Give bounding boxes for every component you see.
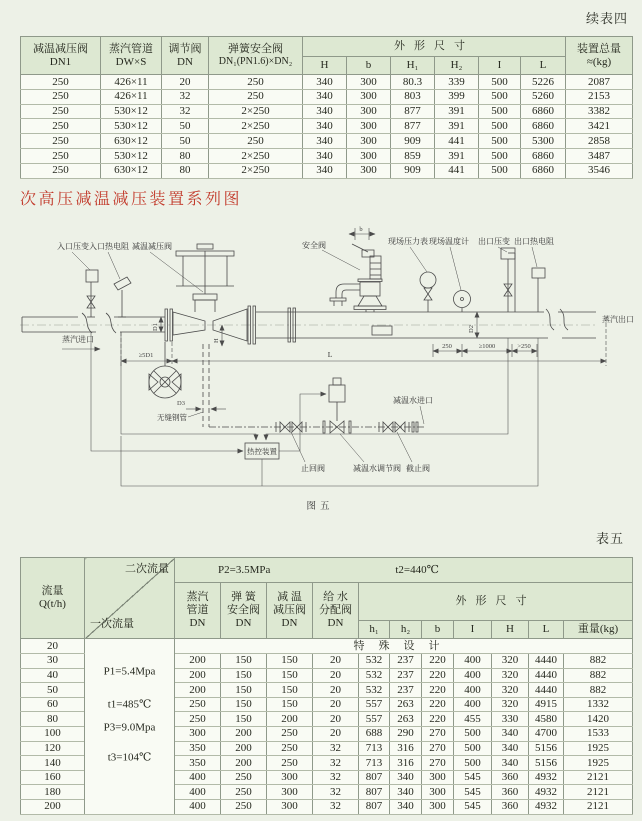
col-header-steam-pipe: 蒸汽管道 DW×S [101,37,162,75]
table-cell: 426×11 [101,89,162,104]
table-cell: 400 [175,799,221,814]
table-cell: 250 [21,89,101,104]
secondary-conditions-header: P2=3.5MPa t2=440℃ [175,558,633,583]
dim-gt250: >250 [517,343,531,350]
table-cell: 1925 [564,756,633,771]
table-cell: 500 [454,756,492,771]
table-cell: 150 [221,668,267,683]
table-cell: 360 [492,785,529,800]
table-cell: 270 [422,726,454,741]
table-cell: 250 [221,799,267,814]
stop-valve-label: 截止阀 [406,464,430,473]
local-thermometer-label: 现场温度计 [429,237,469,246]
table-cell: 340 [390,770,422,785]
table-cell: 200 [175,654,221,669]
section-title: 次高压减温减压装置系列图 [20,191,243,208]
table-cell: 400 [454,654,492,669]
table-cell: 250 [21,134,101,149]
table5 [20,557,633,815]
local-pressure-gauge-label: 现场压力表 [388,237,428,246]
table-cell: 20 [313,654,359,669]
table-row [21,119,633,134]
col-header-b: b [422,621,454,639]
table-cell: 2×250 [209,148,303,163]
table-cell: 713 [359,756,390,771]
table-cell: 545 [454,785,492,800]
table-cell: 250 [21,104,101,119]
table-cell: 803 [391,89,435,104]
table-cell: 340 [492,756,529,771]
table-cell: 5156 [529,741,564,756]
table-cell: 340 [303,134,347,149]
table-cell: 250 [267,756,313,771]
table-cell: 909 [391,134,435,149]
table-cell: 150 [267,697,313,712]
table-cell: 3487 [566,148,633,163]
table-cell: 6860 [521,163,566,178]
table-cell: 300 [267,785,313,800]
table-cell: 400 [454,697,492,712]
flow-cell: 20 [21,639,85,654]
primary-conditions-cell: P1=5.4Mpa t1=485℃ P3=9.0Mpa t3=104℃ [85,639,175,815]
table-cell: 2121 [564,770,633,785]
flow-diagonal-header [85,558,175,639]
dim-250: 250 [442,343,452,350]
table-cell: 220 [422,697,454,712]
table-cell: 140 [21,756,85,771]
table-cell: 340 [303,148,347,163]
table-cell: 220 [422,654,454,669]
table-cell: 2858 [566,134,633,149]
table-cell: 20 [313,697,359,712]
table-cell: 220 [422,668,454,683]
table-cell: 360 [492,799,529,814]
table-cell: 500 [479,75,521,90]
table-cell: 3382 [566,104,633,119]
table-cell: 300 [422,770,454,785]
table-cell: 500 [479,104,521,119]
table-cell: 532 [359,683,390,698]
control-wiring [91,332,538,486]
table-cell: 340 [303,75,347,90]
col-header-b: b [347,57,391,75]
table-cell: 300 [347,75,391,90]
col-header-h2: h₂ [390,621,422,639]
table-cell: 150 [221,712,267,727]
table-cell: 32 [313,770,359,785]
outlet-pressure-transmitter-label: 出口压变 [478,237,510,246]
steam-outlet-label: 蒸汽出口 [602,315,634,324]
col-header-I: I [454,621,492,639]
table-cell: 340 [303,163,347,178]
table-cell: 2121 [564,799,633,814]
seamless-pipe-label: 无缝钢管 [157,413,187,422]
prv-label: 减温减压阀 [132,242,172,251]
col-header-safety-valve: 弹簧安全阀 DN₁(PN1.6)×DN₂ [209,37,303,75]
table-cell: 557 [359,697,390,712]
table-cell: 220 [422,683,454,698]
table-cell: 32 [313,785,359,800]
table-cell: 40 [21,668,85,683]
table-cell: 500 [479,163,521,178]
table-cell: 80 [162,148,209,163]
table-cell: 340 [303,104,347,119]
water-regulating-valve-label: 减温水调节阀 [353,464,401,473]
table-cell: 20 [162,75,209,90]
table-cell: 30 [21,654,85,669]
table-cell: 320 [492,654,529,669]
table-cell: 545 [454,770,492,785]
table-cell: 250 [209,134,303,149]
table-cell: 2×250 [209,163,303,178]
table-cell: 300 [347,104,391,119]
figure-caption: 图五 [306,502,334,512]
table-cell: 250 [21,75,101,90]
table-cell: 4932 [529,770,564,785]
table-cell: 877 [391,104,435,119]
col-header-weight: 重量(kg) [564,621,633,639]
table-cell: 882 [564,683,633,698]
table-cell: 4440 [529,683,564,698]
table-cell: 530×12 [101,148,162,163]
secondary-flow-label: 二次流量 [125,563,169,575]
table-cell: 400 [454,668,492,683]
col-header-H: H [303,57,347,75]
table-cell: 80 [21,712,85,727]
special-design-cell: 特殊设计 [175,639,633,654]
table-cell: 4932 [529,785,564,800]
table-cell: 500 [479,148,521,163]
table-cell: 500 [479,89,521,104]
table-cell: 4700 [529,726,564,741]
table-cell: 300 [422,799,454,814]
table-cell: 500 [454,741,492,756]
thermal-control-label: 热控装置 [247,447,277,456]
col-header-H: H [492,621,529,639]
table-cell: 1533 [564,726,633,741]
table-cell: 688 [359,726,390,741]
safety-valve-label: 安全阀 [302,241,326,250]
table-cell: 391 [435,148,479,163]
table-cell: 250 [221,785,267,800]
outlet-rtd [532,268,545,312]
table-cell: 20 [313,683,359,698]
table-cell: 300 [267,799,313,814]
table-cell: 300 [347,119,391,134]
table-cell: 290 [390,726,422,741]
seamless-pipe [203,344,209,427]
table-cell: 150 [221,654,267,669]
table-cell: 909 [391,163,435,178]
table-cell: 250 [21,163,101,178]
table-cell: 2087 [566,75,633,90]
table-cell: 80.3 [391,75,435,90]
table5-body [21,639,633,815]
table-cell: 877 [391,119,435,134]
col-header-I: I [479,57,521,75]
table-cell: 250 [21,119,101,134]
table-cell: 32 [162,89,209,104]
table-cell: 340 [390,785,422,800]
col-header-h1: h₁ [359,621,390,639]
table-cell: 400 [175,770,221,785]
table-cell: 200 [221,756,267,771]
table-cell: 237 [390,668,422,683]
col-header-H2: H₂ [435,57,479,75]
table-cell: 4580 [529,712,564,727]
steam-inlet-label: 蒸汽进口 [62,335,94,344]
table4-continued [20,36,633,179]
table-cell: 3421 [566,119,633,134]
table-cell: 807 [359,799,390,814]
table-cell: 350 [175,741,221,756]
primary-flow-label: 一次流量 [90,618,134,631]
table-cell: 320 [492,683,529,698]
table-row [21,89,633,104]
table-cell: 713 [359,741,390,756]
table-cell: 630×12 [101,134,162,149]
table-cell: 1332 [564,697,633,712]
table-cell: 557 [359,712,390,727]
table-cell: 882 [564,668,633,683]
table-cell: 150 [267,654,313,669]
dim-b: b [359,226,363,233]
table-cell: 120 [21,741,85,756]
table-cell: 200 [267,712,313,727]
table-cell: 330 [492,712,529,727]
table-cell: 5260 [521,89,566,104]
table-cell: 1925 [564,741,633,756]
col-header-H1: H₁ [391,57,435,75]
spray-globe-valve [149,342,181,398]
table-cell: 20 [313,668,359,683]
table-cell: 250 [21,148,101,163]
table-cell: 200 [175,668,221,683]
table-cell: 3546 [566,163,633,178]
table-cell: 5300 [521,134,566,149]
table-cell: 20 [313,726,359,741]
check-valve-label: 止回阀 [301,464,325,473]
table-cell: 360 [492,770,529,785]
table-cell: 2×250 [209,119,303,134]
table-cell: 300 [347,163,391,178]
table-cell: 882 [564,654,633,669]
table-cell: 400 [454,683,492,698]
table-cell: 859 [391,148,435,163]
table4-body [21,75,633,179]
local-pressure-gauge [420,272,436,312]
table-cell: 270 [422,741,454,756]
table-cell: 6860 [521,148,566,163]
inlet-pressure-transmitter [86,270,98,317]
table-cell: 530×12 [101,104,162,119]
table-cell: 4440 [529,668,564,683]
table-cell: 250 [175,697,221,712]
table-cell: 250 [267,726,313,741]
table-cell: 250 [267,741,313,756]
table-cell: 263 [390,712,422,727]
dim-H: H [213,338,220,343]
table-cell: 316 [390,741,422,756]
table-cell: 5226 [521,75,566,90]
table-cell: 50 [21,683,85,698]
table-cell: 100 [21,726,85,741]
table-cell: 340 [492,741,529,756]
table-cell: 80 [162,163,209,178]
table-cell: 320 [492,697,529,712]
table-cell: 200 [21,799,85,814]
table-cell: 340 [492,726,529,741]
table-cell: 237 [390,654,422,669]
thermal-control-unit [245,443,279,459]
table-cell: 32 [162,104,209,119]
table-cell: 300 [347,134,391,149]
table-cell: 630×12 [101,163,162,178]
table-cell: 320 [492,668,529,683]
dim-1000: ≥1000 [478,343,496,350]
local-thermometer [454,291,471,313]
piping-diagram [0,222,642,518]
steam-pipe [20,308,596,342]
table-cell: 441 [435,163,479,178]
table-row [21,75,633,90]
table-row [21,104,633,119]
col-header-prv: 减 温 减压阀 DN [267,583,313,639]
table-cell: 532 [359,668,390,683]
table-cell: 250 [175,712,221,727]
table-cell: 339 [435,75,479,90]
col-header-dimensions: 外形尺寸 [359,583,633,621]
table-row [21,148,633,163]
table-cell: 400 [175,785,221,800]
table-cell: 200 [221,741,267,756]
inlet-pressure-transmitter-label: 入口压变 [57,242,89,251]
table-cell: 455 [454,712,492,727]
table-cell: 250 [221,770,267,785]
table-cell: 500 [479,119,521,134]
table-cell: 391 [435,104,479,119]
table-cell: 807 [359,785,390,800]
spray-water-line [209,378,426,433]
table-cell: 399 [435,89,479,104]
table-cell: 2121 [564,785,633,800]
table-cell: 500 [479,134,521,149]
table-cell: 4915 [529,697,564,712]
table-cell: 300 [175,726,221,741]
table-cell: 2×250 [209,104,303,119]
table-cell: 300 [347,89,391,104]
table-cell: 150 [221,697,267,712]
table-cell: 250 [209,75,303,90]
table-cell: 263 [390,697,422,712]
table-row [21,639,633,654]
col-header-reg-valve: 调节阀 DN [162,37,209,75]
col-header-spring-safety-valve: 弹 簧 安全阀 DN [221,583,267,639]
table-cell: 340 [303,89,347,104]
table-cell: 441 [435,134,479,149]
dim-L: L [327,350,333,359]
table-row [21,134,633,149]
table-cell: 250 [209,89,303,104]
table-cell: 32 [313,741,359,756]
table-cell: 150 [267,668,313,683]
table5-label: 表五 [595,531,624,546]
table-cell: 426×11 [101,75,162,90]
col-header-flow: 流量 Q(t/h) [21,558,85,639]
table-cell: 545 [454,799,492,814]
col-header-total-weight: 装置总量 ≈(kg) [566,37,633,75]
table-cell: 6860 [521,119,566,134]
col-header-prv: 减温减压阀 DN1 [21,37,101,75]
table-cell: 220 [422,712,454,727]
table-cell: 5156 [529,756,564,771]
table-cell: 340 [390,799,422,814]
table-cell: 160 [21,770,85,785]
table-cell: 4440 [529,654,564,669]
water-inlet-label: 减温水进口 [393,396,433,405]
outlet-rtd-label: 出口热电阻 [514,237,554,246]
table-cell: 150 [221,683,267,698]
inlet-rtd [114,277,131,317]
prv-valve [165,244,256,344]
table-cell: 532 [359,654,390,669]
dim-5d1: ≥5D1 [138,352,154,359]
table-cell: 1420 [564,712,633,727]
dim-D2: D2 [468,325,475,333]
table-cell: 340 [303,119,347,134]
col-header-L: L [521,57,566,75]
table-cell: 6860 [521,104,566,119]
inlet-rtd-label: 入口热电阻 [89,242,129,251]
dim-D3: D3 [177,400,185,407]
outlet-pressure-transmitter [501,248,515,312]
table-cell: 237 [390,683,422,698]
table-cell: 2153 [566,89,633,104]
table-cell: 60 [21,697,85,712]
table-cell: 300 [422,785,454,800]
table-cell: 20 [313,712,359,727]
table-cell: 530×12 [101,119,162,134]
table-cell: 150 [267,683,313,698]
table-cell: 50 [162,134,209,149]
table-cell: 300 [267,770,313,785]
table-cell: 316 [390,756,422,771]
table-row [21,163,633,178]
table-cell: 270 [422,756,454,771]
col-header-dimensions: 外形尺寸 [303,37,566,57]
table-cell: 391 [435,119,479,134]
col-header-L: L [529,621,564,639]
continued-table-label: 续表四 [585,11,628,26]
table-cell: 807 [359,770,390,785]
col-header-water-distribution-valve: 给 水 分配阀 DN [313,583,359,639]
col-header-steam-pipe: 蒸汽 管道 DN [175,583,221,639]
safety-valve-assembly [330,244,386,312]
table-cell: 50 [162,119,209,134]
table-cell: 32 [313,756,359,771]
table-cell: 200 [175,683,221,698]
table-cell: 32 [313,799,359,814]
table-cell: 4932 [529,799,564,814]
table-cell: 500 [454,726,492,741]
table-cell: 180 [21,785,85,800]
dim-D1: D1 [152,323,159,331]
table-cell: 200 [221,726,267,741]
table-cell: 300 [347,148,391,163]
table-cell: 350 [175,756,221,771]
